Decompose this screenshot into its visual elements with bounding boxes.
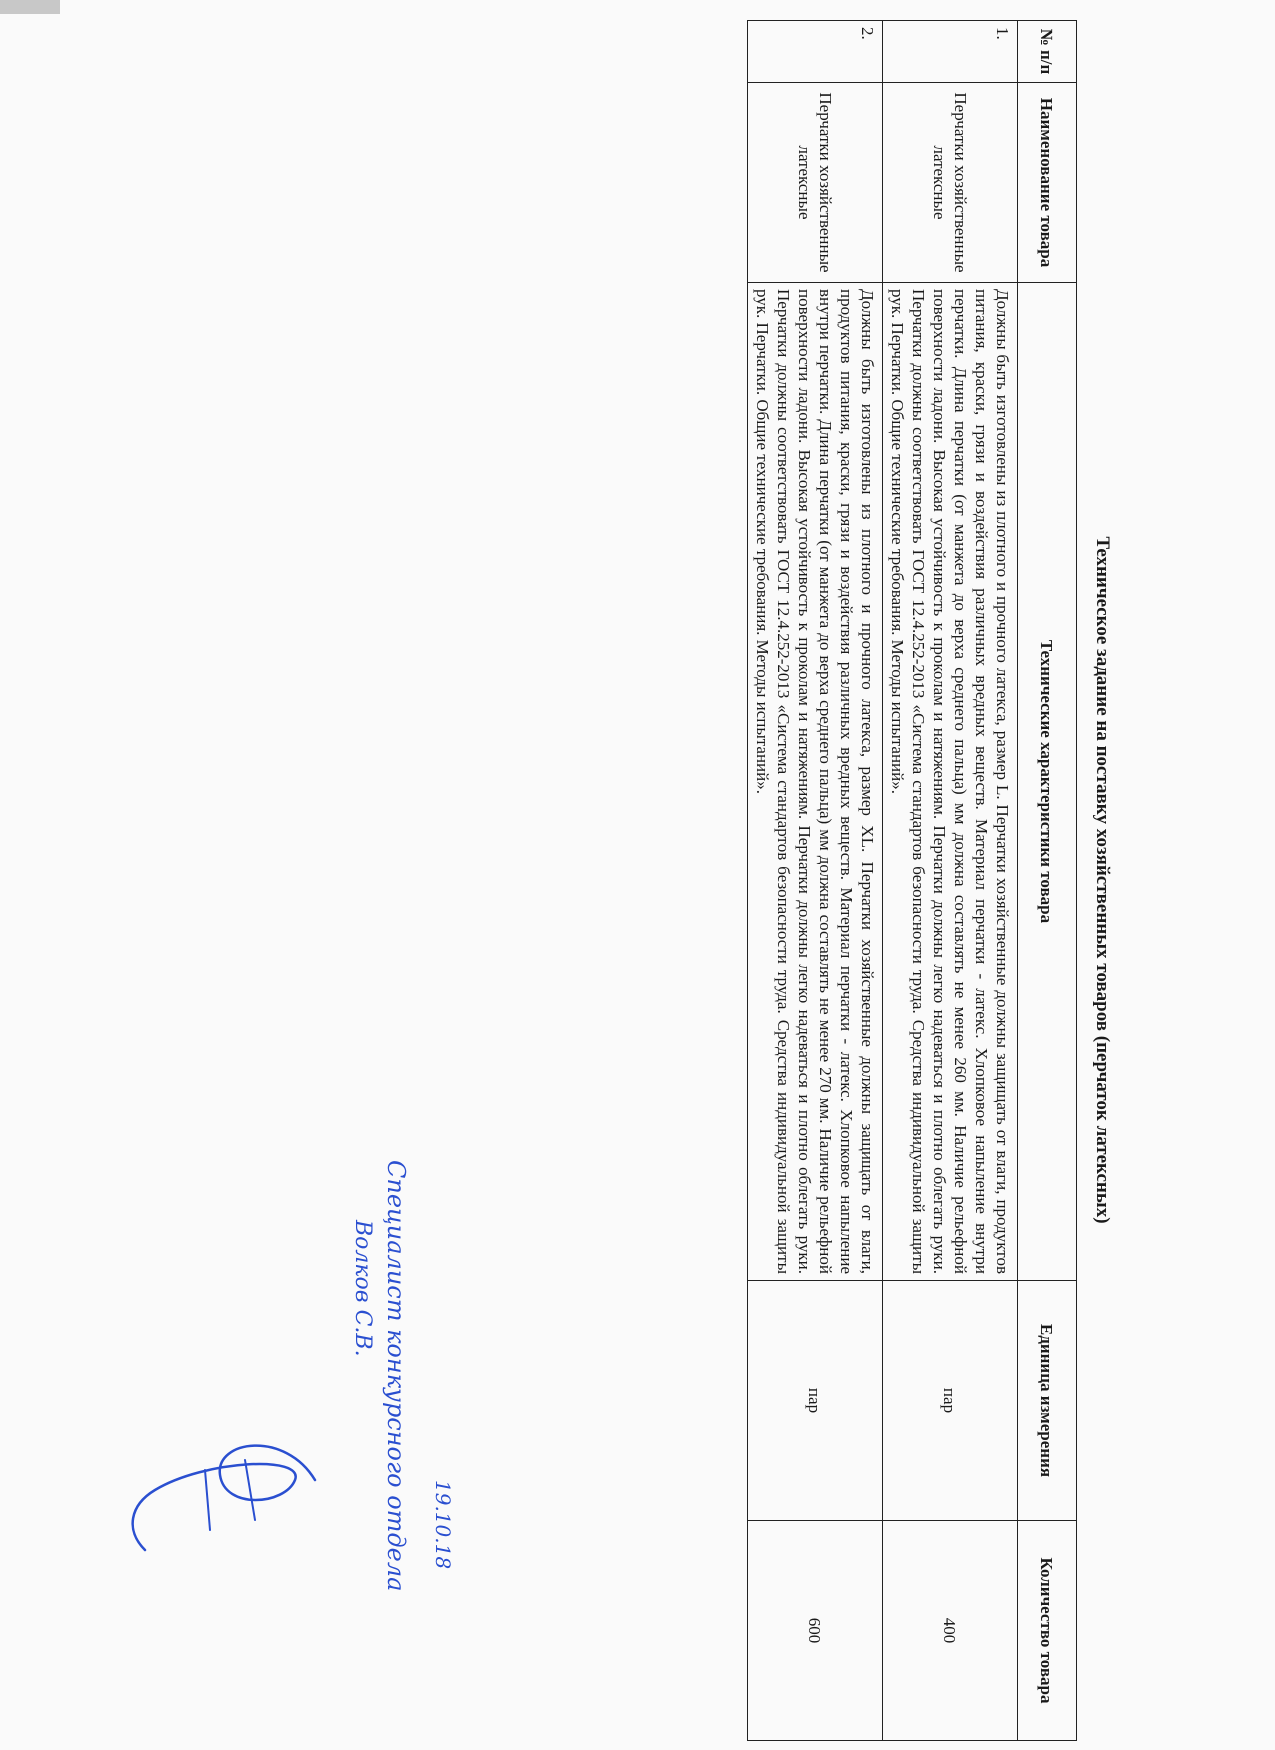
table-header-row — [1018, 21, 1077, 1741]
header-unit: Единица измерения — [1018, 1281, 1077, 1521]
signature-role: Специалист конкурсного отдела — [382, 1160, 410, 1592]
signature-date: 19.10.18 — [431, 1480, 455, 1570]
handwritten-signature-block — [55, 1140, 455, 1592]
signature-name: Волков С.В. — [350, 1220, 375, 1357]
header-name: Наименование товара — [1018, 83, 1077, 283]
header-qty: Количество товара — [1018, 1521, 1077, 1741]
row-unit: пар — [883, 1281, 1018, 1521]
table-row — [883, 21, 1018, 1741]
document-title: Техническое задание на поставку хозяйственных товаров (перчаток латексных) — [1092, 536, 1113, 1224]
table-row — [748, 21, 883, 1741]
scan-edge — [0, 0, 60, 14]
row-name: Перчатки хозяйственные латексные — [883, 83, 1018, 283]
row-unit: пар — [748, 1281, 883, 1521]
specification-table — [747, 20, 1077, 1741]
header-spec: Технические характеристики товара — [1018, 283, 1077, 1281]
row-num: 1. — [883, 21, 1018, 83]
row-num: 2. — [748, 21, 883, 83]
row-spec: Должны быть изготовлены из плотного и прочного латекса, размер XL. Перчатки хозяйственные должны защищать от влаги, продуктов питания, краски, грязи и воздействия различных вредных веществ. Материал перчатки - латекс. Хлопковое напыление внутри перчатки. Длина перчатки (от манжета до верха среднего пальца) мм должна составлять не менее 270 мм. Наличие рельефной поверхности ладони. Высокая устойчивость к проколам и натяжениям. Перчатки должны легко надеваться и плотно облегать руки. Перчатки должны соответствовать ГОСТ 12.4.252-2013 «Система стандартов безопасности труда. Средства индивидуальной защиты рук. Перчатки. Общие технические требования. Методы испытаний». — [748, 283, 883, 1281]
signature-scribble — [115, 1420, 325, 1570]
row-spec: Должны быть изготовлены из плотного и прочного латекса, размер L. Перчатки хозяйственные должны защищать от влаги, продуктов питания, краски, грязи и воздействия различных вредных веществ. Материал перчатки - латекс. Хлопковое напыление внутри перчатки. Длина перчатки (от манжета до верха среднего пальца) мм должна составлять не менее 260 мм. Наличие рельефной поверхности ладони. Высокая устойчивость к проколам и натяжениям. Перчатки должны легко надеваться и плотно облегать руки. Перчатки должны соответствовать ГОСТ 12.4.252-2013 «Система стандартов безопасности труда. Средства индивидуальной защиты рук. Перчатки. Общие технические требования. Методы испытаний». — [883, 283, 1018, 1281]
row-name: Перчатки хозяйственные латексные — [748, 83, 883, 283]
header-num: № п/п — [1018, 21, 1077, 83]
rotated-document — [5, 20, 1115, 1740]
row-qty: 400 — [883, 1521, 1018, 1741]
row-qty: 600 — [748, 1521, 883, 1741]
